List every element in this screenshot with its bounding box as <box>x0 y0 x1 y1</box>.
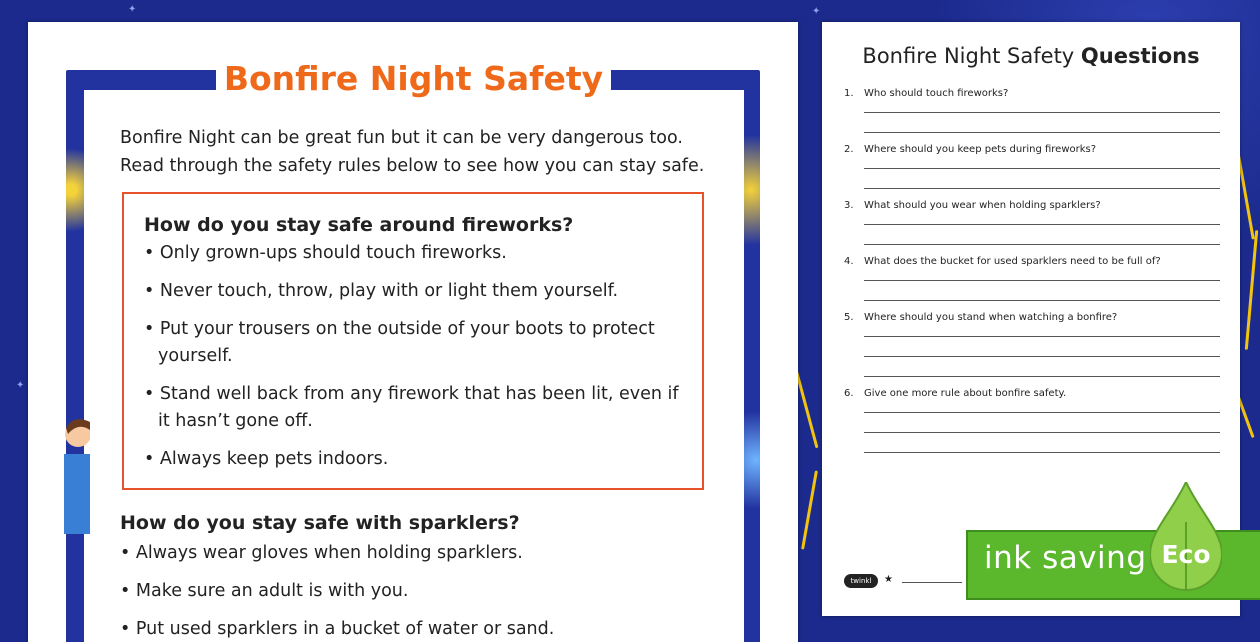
fireworks-rules-box <box>122 192 704 490</box>
question-item <box>844 88 1224 99</box>
answer-line[interactable] <box>864 376 1220 377</box>
star-icon: ✦ <box>812 6 821 17</box>
footer-line <box>902 582 962 583</box>
sparklers-rules-list <box>120 540 720 642</box>
question-number: 4. <box>844 256 854 267</box>
fireworks-rules-list <box>144 240 689 484</box>
answer-line[interactable] <box>864 432 1220 433</box>
answer-line[interactable] <box>864 188 1220 189</box>
list-item: • Make sure an adult is with you. <box>120 581 409 601</box>
questions-title <box>822 44 1240 68</box>
answer-line[interactable] <box>864 112 1220 113</box>
answer-line[interactable] <box>864 224 1220 225</box>
list-item: • Always keep pets indoors. <box>144 449 389 469</box>
questions-title-plain: Bonfire Night Safety <box>862 44 1075 68</box>
list-item: • Put used sparklers in a bucket of water or sand. <box>120 619 555 639</box>
answer-line[interactable] <box>864 336 1220 337</box>
ink-saving-text: ink saving <box>984 540 1147 576</box>
answer-line[interactable] <box>864 300 1220 301</box>
answer-line[interactable] <box>864 412 1220 413</box>
answer-line[interactable] <box>864 356 1220 357</box>
star-icon: ★ <box>884 574 893 585</box>
question-text: What should you wear when holding sparklers? <box>864 200 1101 211</box>
sparklers-heading: How do you stay safe with sparklers? <box>120 512 520 534</box>
question-text: What does the bucket for used sparklers need to be full of? <box>864 256 1161 267</box>
question-number: 2. <box>844 144 854 155</box>
star-icon: ✦ <box>128 4 137 15</box>
answer-line[interactable] <box>864 244 1220 245</box>
fireworks-heading: How do you stay safe around fireworks? <box>144 214 574 236</box>
child-illustration <box>64 414 90 534</box>
question-number: 5. <box>844 312 854 323</box>
twinkl-logo: twinkl <box>844 574 878 588</box>
question-item <box>844 312 1224 323</box>
answer-line[interactable] <box>864 132 1220 133</box>
question-item <box>844 144 1224 155</box>
question-text: Where should you stand when watching a bonfire? <box>864 312 1118 323</box>
question-text: Give one more rule about bonfire safety. <box>864 388 1067 399</box>
question-text: Who should touch fireworks? <box>864 88 1009 99</box>
page-title: Bonfire Night Safety <box>216 52 611 106</box>
question-number: 1. <box>844 88 854 99</box>
answer-line[interactable] <box>864 452 1220 453</box>
intro-text: Bonfire Night can be great fun but it can be very dangerous too. Read through the safety rules below to see how you can stay safe. <box>120 128 705 176</box>
answer-line[interactable] <box>864 168 1220 169</box>
list-item: • Stand well back from any firework that has been lit, even if it hasn’t gone off. <box>144 384 679 431</box>
question-item <box>844 200 1224 211</box>
star-icon: ✦ <box>16 380 25 391</box>
questions-title-bold: Questions <box>1080 44 1200 68</box>
list-item: • Always wear gloves when holding sparklers. <box>120 543 523 563</box>
list-item: • Never touch, throw, play with or light them yourself. <box>144 281 619 301</box>
question-number: 3. <box>844 200 854 211</box>
eco-drop-icon <box>1150 482 1222 592</box>
answer-line[interactable] <box>864 280 1220 281</box>
question-number: 6. <box>844 388 854 399</box>
eco-label: Eco <box>1161 540 1211 569</box>
question-item <box>844 256 1224 267</box>
question-item <box>844 388 1224 399</box>
safety-worksheet <box>28 22 798 642</box>
question-text: Where should you keep pets during fireworks? <box>864 144 1097 155</box>
list-item: • Only grown-ups should touch fireworks. <box>144 243 507 263</box>
list-item: • Put your trousers on the outside of your boots to protect yourself. <box>144 319 655 366</box>
